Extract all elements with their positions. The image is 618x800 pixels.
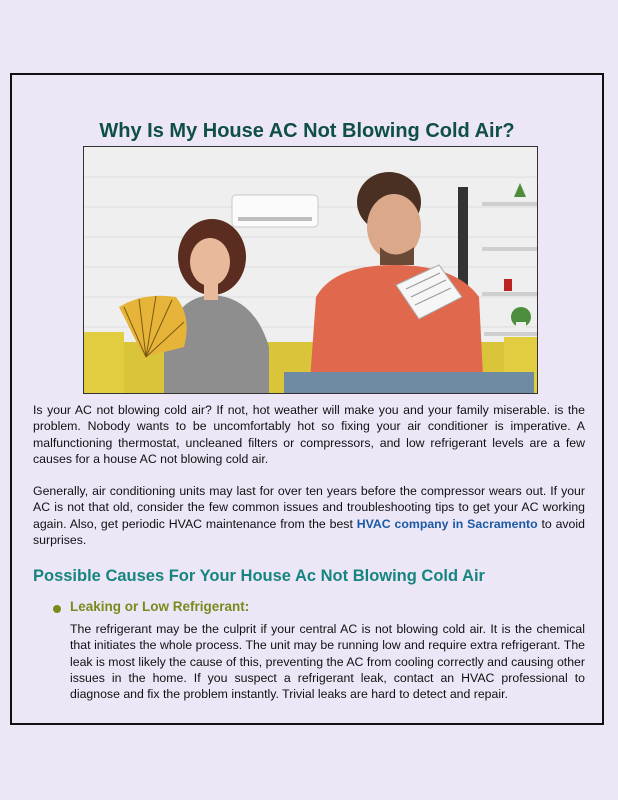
page-title: Why Is My House AC Not Blowing Cold Air? [99,120,515,142]
section-heading: Possible Causes For Your House Ac Not Blowing Cold Air [33,567,485,585]
hvac-company-link[interactable]: HVAC company in Sacramento [356,516,538,531]
maintenance-text-start: Generally, air conditioning units may last for over ten years before the compressor wears out. If your AC is not that old, consider the few common issues and troubleshooting tips to get your AC working again. Also, get periodic HVAC maintenance from the best [33,484,585,531]
bullet-body: The refrigerant may be the culprit if your central AC is not blowing cold air. It is the chemical that initiates the whole process. The unit may be running low and require extra refrigerant. The leak is most likely the cause of this, preventing the AC from cooling correctly and causing other issues in the home. If you suspect a refrigerant leak, contact an HVAC professional to diagnose and fix the problem instantly. Trivial leaks are hard to detect and repair. [70,622,585,702]
bullet-title: Leaking or Low Refrigerant: [70,599,250,614]
bullet-icon [53,605,61,613]
document-page [10,73,604,725]
intro-paragraph: Is your AC not blowing cold air? If not, hot weather will make you and your family miserable. is the problem. Nobody wants to be uncomfortably hot so fixing your air conditioner is imperative. A malfunctioning thermostat, uncleaned filters or compressors, and low refrigerant levels are a few causes for a house AC not blowing cold air. [33,403,585,466]
maintenance-text-end: to avoid surprises. [33,516,585,547]
hero-image [83,146,538,394]
air-conditioner-unit [232,195,318,227]
maintenance-paragraph [33,483,585,548]
